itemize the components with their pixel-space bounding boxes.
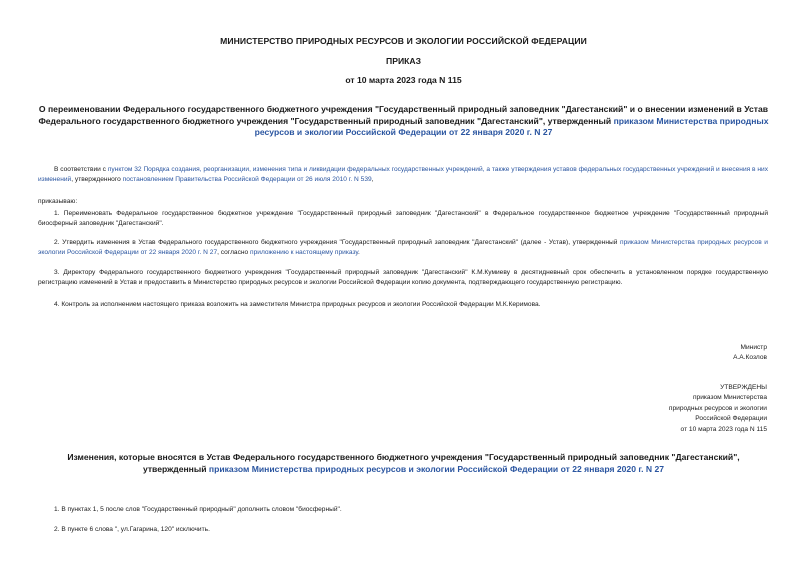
item2-text-2: , согласно [217,249,251,257]
preamble-paragraph [38,165,768,186]
order-item-3: 3. Директору Федерального государственного бюджетного учреждения "Государственный природный заповедник "Дагестанский" К.М.Кумиеву в десятидневный срок обеспечить в установленном порядке государственную регистрацию изменений в Устав и предоставить в Министерство природных ресурсов и экологии Российской Федерации копию документа, подтверждающего государственную регистрацию. [38,269,768,287]
approval-line-5: от 10 марта 2023 года N 115 [680,425,767,433]
approval-line-2: приказом Министерства [692,394,767,402]
ministry-heading: МИНИСТЕРСТВО ПРИРОДНЫХ РЕСУРСОВ И ЭКОЛОГИИ РОССИЙСКОЙ ФЕДЕРАЦИИ [220,36,587,46]
annex-item-2: 2. В пункте 6 слова ", ул.Гагарина, 120" исключить. [54,526,210,533]
preamble-text-2: , утвержденного [71,176,123,184]
item2-text-3: . [358,249,360,257]
preamble-text-1: В соответствии с [54,166,108,173]
order-item-1: 1. Переименовать Федеральное государственное бюджетное учреждение "Государственный природный заповедник "Дагестанский" в Федеральное государственное бюджетное учреждение "Государственный природный биосферный заповедник "Дагестанский". [38,210,768,228]
item2-link-2[interactable]: приложению к настоящему приказу [250,249,359,257]
item2-link-1[interactable]: приказом Министерства природных ресурсов и экологии Российской Федерации от 22 января 2020 г. N 27 [38,239,768,257]
preamble-link-2[interactable]: постановлением Правительства Российской Федерации от 26 июля 2010 г. N 539 [122,176,372,184]
approval-line-3: природных ресурсов и экологии [668,404,767,412]
title-text: О переименовании Федерального государственного бюджетного учреждения "Государственный природный заповедник "Дагестанский" и о внесении изменений в Устав Федерального государственного бюджетного учреждения "Государственный природный заповедник "Дагестанский", утвержденный [38,104,769,126]
title-link[interactable]: приказом Министерства природных ресурсов и экологии Российской Федерации от 22 января 2020 г. N 27 [254,115,769,137]
approval-block [669,383,767,435]
preamble-link-1[interactable]: пунктом 32 Порядка создания, реорганизации, изменения типа и ликвидации федеральных государственных учреждений, а также утверждения уставов федеральных государственных учреждений и внесения в них изменений [38,166,768,184]
annex-item-1: 1. В пунктах 1, 5 после слов "Государственный природный" дополнить словом "биосферный". [54,506,342,513]
signature-name: А.А.Козлов [733,354,767,362]
order-item-4: 4. Контроль за исполнением настоящего приказа возложить на заместителя Министра природных ресурсов и экологии Российской Федерации М.К.Керимова. [54,301,541,308]
preamble-text-3: , [371,176,374,184]
signature-block [733,343,767,364]
approval-line-4: Российской Федерации [695,415,767,423]
doc-date-number: от 10 марта 2023 года N 115 [345,75,462,85]
annex-title [40,452,767,475]
doc-type-heading: ПРИКАЗ [386,56,421,66]
approval-line-1: УТВЕРЖДЕНЫ [720,384,767,391]
signature-position: Министр [740,344,767,351]
item2-text-1: 2. Утвердить изменения в Устав Федерального государственного бюджетного учреждения "Государственный природный заповедник "Дагестанский" (далее - Устав), утвержденный [54,239,620,246]
order-word: приказываю: [38,198,78,205]
document-title [24,104,783,139]
annex-title-text: Изменения, которые вносятся в Устав Федерального государственного бюджетного учреждения "Государственный природный заповедник "Дагестанский", утвержденный [67,452,740,474]
order-item-2 [38,238,768,259]
annex-title-link[interactable]: приказом Министерства природных ресурсов и экологии Российской Федерации от 22 января 2020 г. N 27 [208,463,665,474]
